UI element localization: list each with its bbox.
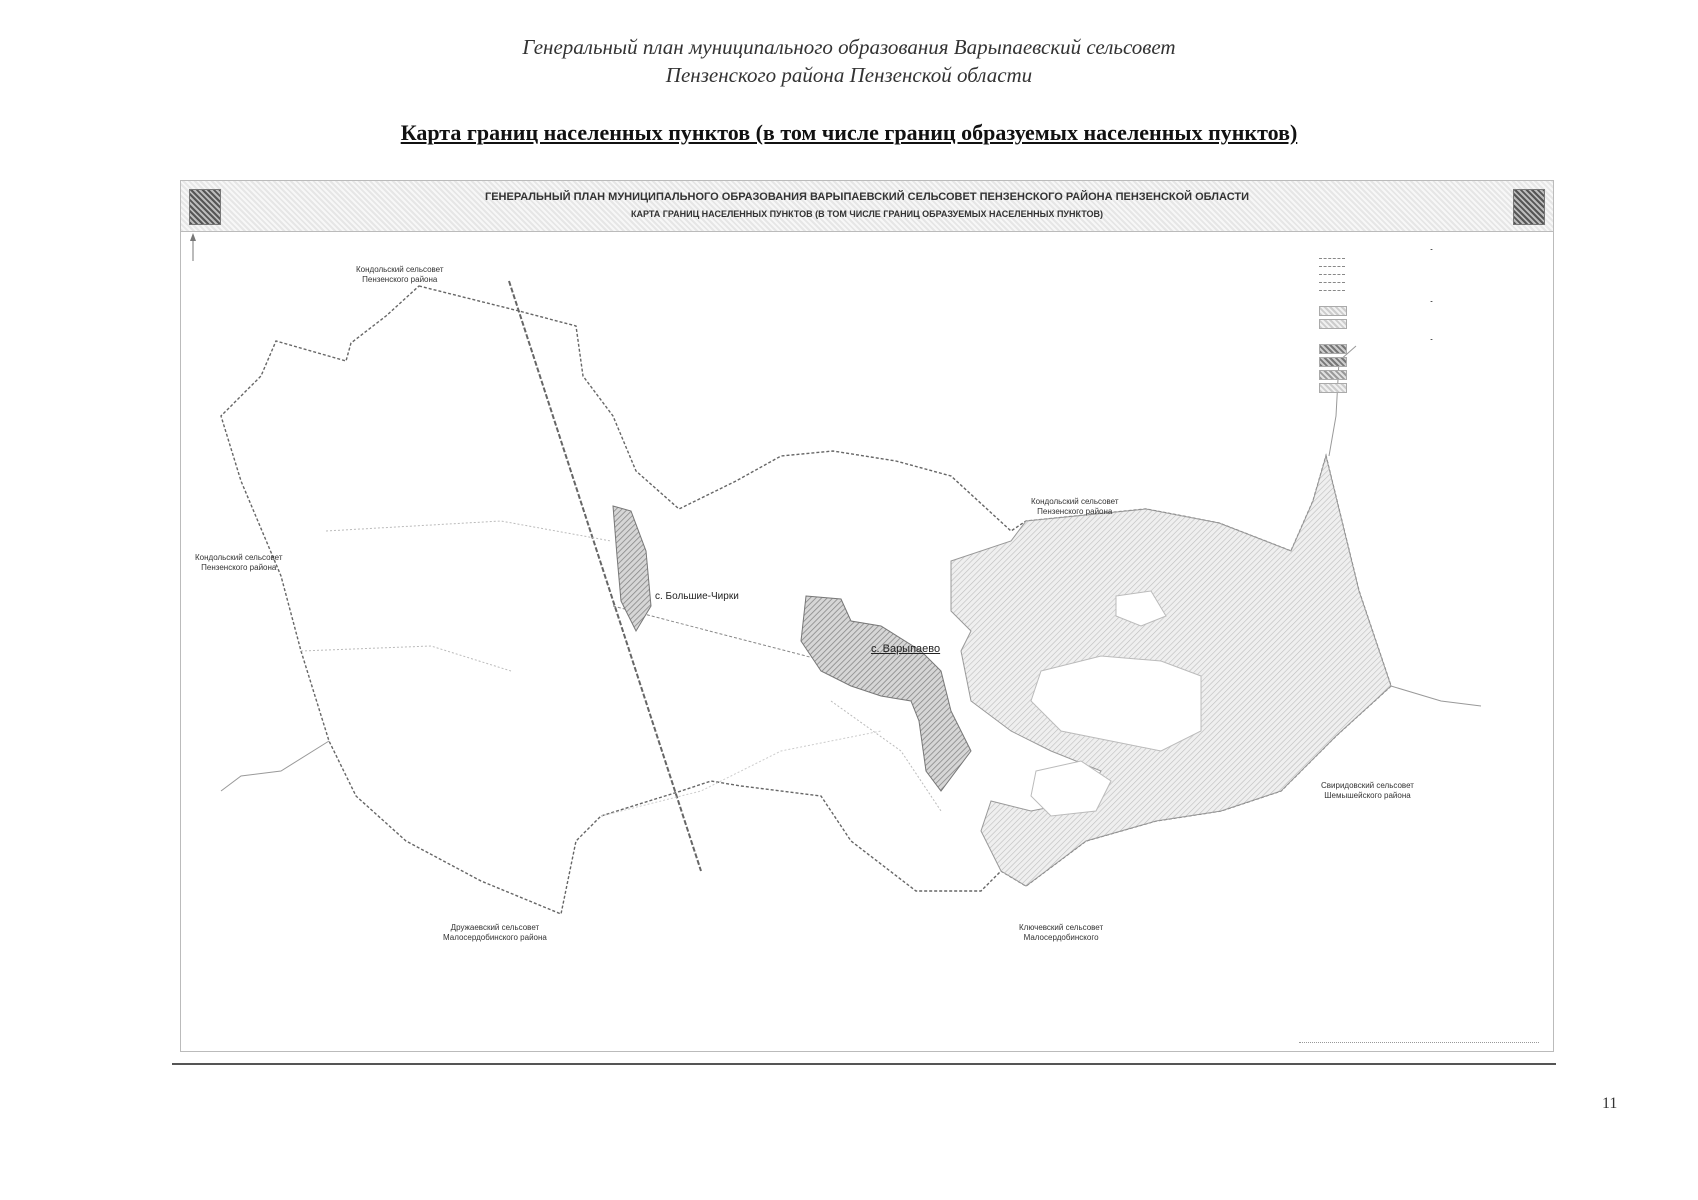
neighbor-region-label: Дружаевский сельсовет Малосердобинского района <box>443 923 547 942</box>
page-title: Карта границ населенных пунктов (в том числе границ образуемых населенных пунктов) <box>400 120 1298 145</box>
map-title: ГЕНЕРАЛЬНЫЙ ПЛАН МУНИЦИПАЛЬНОГО ОБРАЗОВАНИЯ ВАРЫПАЕВСКИЙ СЕЛЬСОВЕТ ПЕНЗЕНСКОГО РАЙОНА ПЕНЗЕНСКОЙ ОБЛАСТИ <box>484 191 1249 203</box>
legend-heading <box>1319 243 1544 251</box>
document-header-line2: Пензенского района Пензенской области <box>665 63 1033 87</box>
north-arrow-icon <box>190 233 196 261</box>
map-frame <box>180 180 1554 1052</box>
legend-item <box>1319 319 1544 329</box>
legend-heading <box>1319 295 1544 303</box>
document-header-line1: Генеральный план муниципального образования Варыпаевский сельсовет <box>522 35 1176 59</box>
neighbor-region-label: Кондольский сельсовет Пензенского района <box>356 265 444 284</box>
road-line <box>509 281 701 871</box>
settlement-area-bolshie-chirki <box>613 506 651 631</box>
settlement-label: с. Большие-Чирки <box>655 591 739 602</box>
field-line <box>601 731 881 816</box>
bottom-rule <box>172 1063 1556 1065</box>
neighbor-region-label: Кондольский сельсовет Пензенского района <box>195 553 283 572</box>
neighbor-region-label: Ключевский сельсовет Малосердобинского <box>1019 923 1104 942</box>
map-subtitle: КАРТА ГРАНИЦ НАСЕЛЕННЫХ ПУНКТОВ (В ТОМ ЧИСЛЕ ГРАНИЦ ОБРАЗУЕМЫХ НАСЕЛЕННЫХ ПУНКТОВ) <box>631 209 1103 219</box>
legend-item <box>1319 306 1544 316</box>
legend-item <box>1319 370 1544 380</box>
settlement-area-varypaevo <box>801 596 971 791</box>
field-line <box>301 646 511 671</box>
river-line <box>221 741 329 791</box>
legend-item <box>1319 383 1544 393</box>
legend-item <box>1319 278 1544 283</box>
legend-item <box>1319 270 1544 275</box>
page-number: 11 <box>1602 1095 1618 1112</box>
neighbor-region-label: Свиридовский сельсовет Шемышейского района <box>1321 781 1414 800</box>
emblem-icon <box>1513 189 1545 225</box>
map-note <box>1299 1033 1539 1052</box>
river-line <box>1391 686 1481 706</box>
field-line <box>326 521 611 541</box>
legend-item <box>1319 262 1544 267</box>
neighbor-region-label: Кондольский сельсовет Пензенского района <box>1031 497 1119 516</box>
map-legend <box>1319 239 1544 659</box>
settlement-label: с. Варыпаево <box>871 643 941 655</box>
legend-item <box>1319 254 1544 259</box>
map-title-bar <box>181 181 1553 232</box>
legend-item <box>1319 344 1544 354</box>
legend-heading <box>1319 333 1544 341</box>
legend-item <box>1319 357 1544 367</box>
legend-item <box>1319 286 1544 291</box>
